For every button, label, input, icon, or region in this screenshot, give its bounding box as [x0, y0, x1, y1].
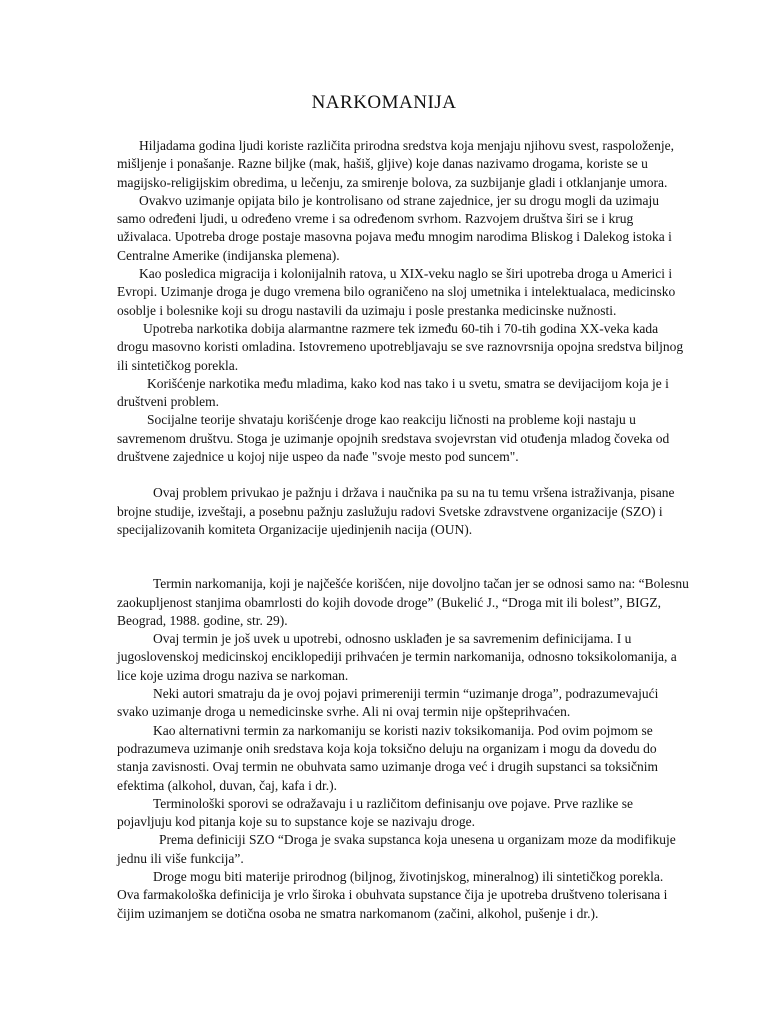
paragraph-origin: Droge mogu biti materije prirodnog (biljnog, životinjskog, mineralnog) ili sintetičkog porekla. Ova farmakološka definicija je vrlo široka i obuhvata supstance čija je upotreba društveno tolerisana i čijim uzimanjem se dotična osoba ne smatra narkomanom (začini, alkohol, pušenje i dr.). — [117, 868, 668, 921]
paragraph-control: Ovakvo uzimanje opijata bilo je kontrolisano od strane zajednice, jer su drogu mogli da uzimaju samo određeni ljudi, u određeno vreme i sa određenom svrhom. Razvojem društva širi se i krug uživalaca. Upotreba droge postaje masovna pojava među mnogim narodima Bliskog i Dalekog istoka i Centralne Amerike (indijanska plemena). — [117, 192, 672, 263]
paragraph-migration: Kao posledica migracija i kolonijalnih ratova, u XIX-veku naglo se širi upotreba droga u Americi i Evropi. Uzimanje droga je dugo vremena bilo ograničeno na sloj umetnika i intelektualaca, medicinsko osoblje i bolesnike koji su drogu nastavili da uzimaju i posle prestanka medicinske nužnosti. — [117, 266, 676, 318]
paragraph-social-theories: Socijalne teorije shvataju korišćenje droge kao reakciju ličnosti na probleme koji nastaju u savremenom društvu. Stoga je uzimanje opojnih sredstava svojevrstan vid otuđenja mladog čoveka od društvene zajednice u kojoj nije uspeo da nađe "svoje mesto pod suncem". — [117, 412, 670, 465]
paragraph-who-definition: Prema definiciji SZO “Droga je svaka supstanca koja unesena u organizam moze da modifikuje jednu ili više funkcija”. — [117, 832, 676, 866]
paragraph-terminology: Terminološki sporovi se odražavaju i u različitom definisanju ove pojave. Prve razlike se pojavljuju kod pitanja koje su to supstance koje se nazivaju droge. — [117, 795, 634, 830]
paragraph-authors: Neki autori smatraju da je ovoj pojavi primereniji termin “uzimanje droga”, podrazumevajući svako uzimanje droga u nemedicinske svrhe. Ali ni ovaj termin nije opšteprihvaćen. — [117, 686, 659, 720]
document-body — [117, 137, 689, 923]
paragraph-deviation: Korišćenje narkotika među mladima, kako kod nas tako i u svetu, smatra se devijacijom koja je i društveni problem. — [117, 375, 669, 410]
document-title: NARKOMANIJA — [311, 92, 457, 113]
paragraph-research: Ovaj problem privukao je pažnju i država i naučnika pa su na tu temu vršena istraživanja, pisane brojne studije, izveštaji, a posebnu pažnju zaslužuju radovi Svetske zdravstvene organizacije (SZO) i specijalizovanih komiteta Organizacije ujedinjenih nacija (OUN). — [117, 485, 675, 537]
paragraph-alarming: Upotreba narkotika dobija alarmantne razmere tek između 60-tih i 70-tih godina XX-veka kada drogu masovno koristi omladina. Istovremeno upotrebljavaju se sve raznovrsnija opojna sredstva biljnog ili sintetičkog porekla. — [117, 320, 684, 373]
paragraph-term: Termin narkomanija, koji je najčešće korišćen, nije dovoljno tačan jer se odnosi samo na: “Bolesnu zaokupljenost stanjima obamrlosti do kojih dovode droge” (Bukelić J., “Droga mit ili bolest”, BIGZ, Beograd, 1988. godine, str. 29). — [117, 576, 689, 628]
paragraph-intro: Hiljadama godina ljudi koriste različita prirodna sredstva koja menjaju njihovu svest, raspoloženje, mišljenje i ponašanje. Razne biljke (mak, hašiš, gljive) koje danas nazivamo drogama, koriste se u magijsko-religijskim obredima, u lečenju, za smirenje bolova, za suzbijanje gladi i otklanjanje umora. — [117, 138, 674, 190]
paragraph-term-usage: Ovaj termin je još uvek u upotrebi, odnosno usklađen je sa savremenim definicijama. I u jugoslovenskoj medicinskoj enciklopediji prihvaćen je termin narkomanija, odnosno toksikolomanija, a lice koje uzima drogu naziva se narkoman. — [117, 631, 677, 683]
paragraph-toxicomania: Kao alternativni termin za narkomaniju se koristi naziv toksikomanija. Pod ovim pojmom se podrazumeva uzimanje onih sredstava koja koja toksično deluju na organizam i mogu da dovedu do stanja zavisnosti. Ovaj termin ne obuhvata samo uzimanje droga već i drugih supstanci sa toksičnim efektima (alkohol, duvan, čaj, kafa i dr.). — [117, 722, 658, 793]
